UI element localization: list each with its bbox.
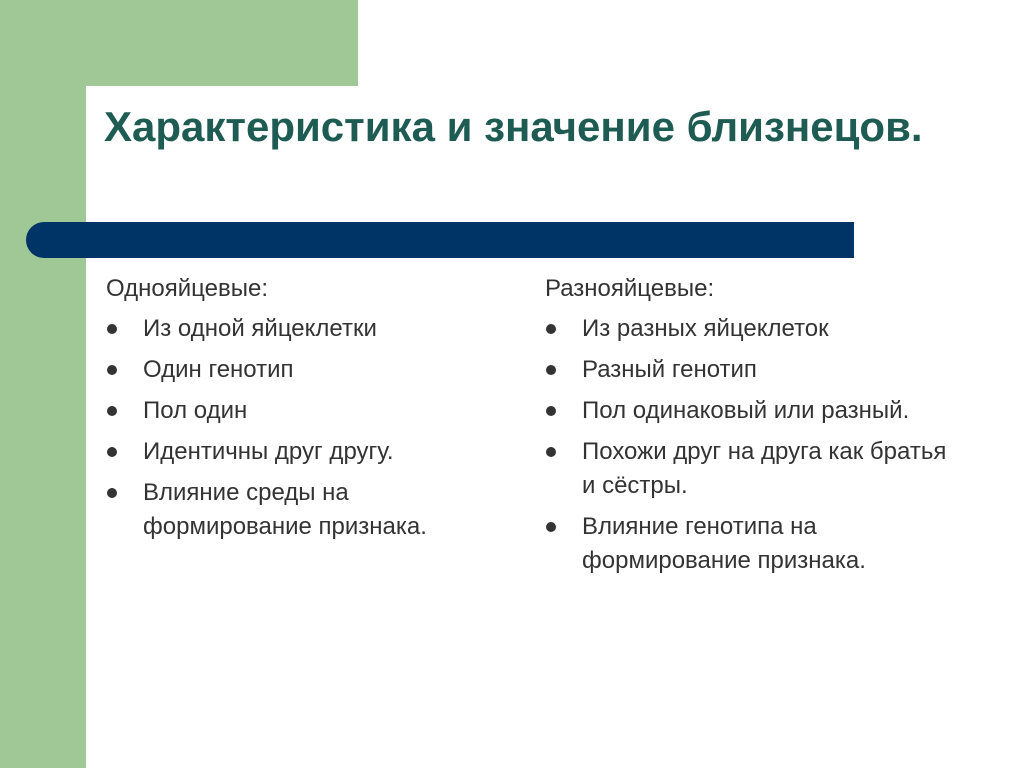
bullet-dot-icon — [546, 365, 556, 375]
right-bullet-item — [545, 394, 965, 428]
title-underline-bar — [26, 222, 854, 258]
right-bullet-text: Разный генотип — [582, 356, 757, 383]
left-bullet-text: Влияние среды на формирование признака. — [143, 479, 427, 540]
right-column-heading: Разнояйцевые: — [545, 275, 715, 302]
bullet-dot-icon — [107, 406, 117, 416]
left-bullet-item — [106, 353, 516, 387]
bullet-dot-icon — [546, 522, 556, 532]
bullet-dot-icon — [107, 488, 117, 498]
right-bullet-text: Влияние генотипа на формирование признака. — [582, 513, 866, 574]
right-bullet-item — [545, 312, 965, 346]
left-bullet-text: Из одной яйцеклетки — [143, 315, 377, 342]
slide-title: Характеристика и значение близнецов. — [104, 103, 923, 150]
left-bullet-list — [106, 312, 516, 544]
left-column-heading: Однояйцевые: — [106, 275, 268, 302]
right-bullet-item — [545, 435, 965, 503]
left-bullet-item — [106, 394, 516, 428]
bullet-dot-icon — [546, 447, 556, 457]
right-bullet-text: Похожи друг на друга как братья и сёстры. — [582, 438, 947, 499]
bullet-dot-icon — [546, 406, 556, 416]
bullet-dot-icon — [546, 324, 556, 334]
right-bullet-text: Из разных яйцеклеток — [582, 315, 829, 342]
right-bullet-item — [545, 353, 965, 387]
left-bullet-text: Пол один — [143, 397, 248, 424]
left-bullet-item — [106, 476, 516, 544]
bullet-dot-icon — [107, 365, 117, 375]
right-bullet-text: Пол одинаковый или разный. — [582, 397, 910, 424]
right-column — [545, 270, 965, 585]
left-bullet-text: Идентичны друг другу. — [143, 438, 394, 465]
right-bullet-list — [545, 312, 965, 578]
green-band-left — [0, 0, 86, 768]
left-bullet-item — [106, 435, 516, 469]
bullet-dot-icon — [107, 447, 117, 457]
left-column — [106, 270, 516, 551]
left-bullet-text: Один генотип — [143, 356, 294, 383]
right-bullet-item — [545, 510, 965, 578]
left-bullet-item — [106, 312, 516, 346]
bullet-dot-icon — [107, 324, 117, 334]
green-band-top — [0, 0, 358, 86]
